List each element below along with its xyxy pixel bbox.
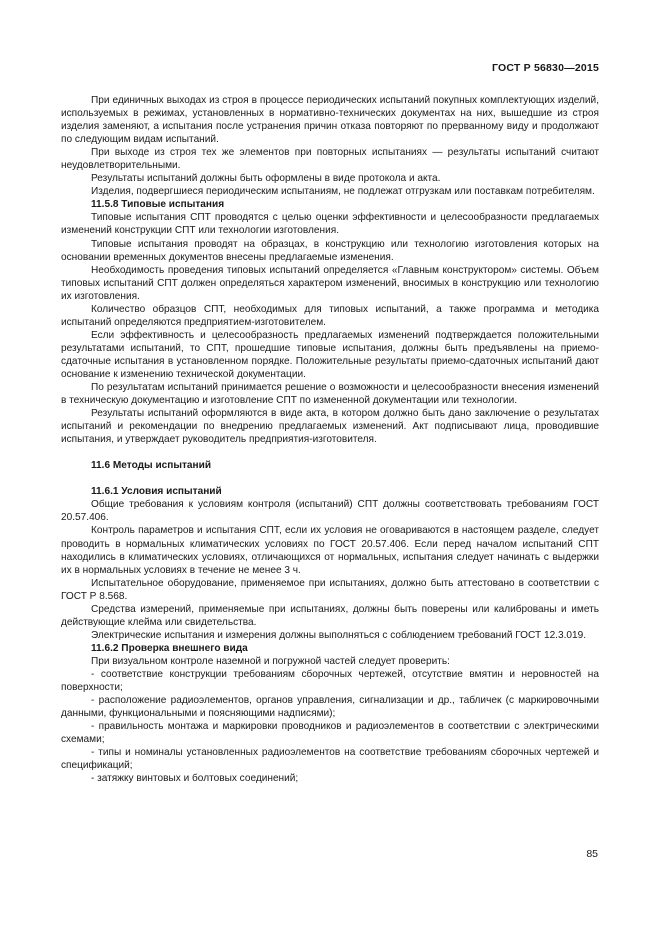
paragraph: Изделия, подвергшиеся периодическим испытаниям, не подлежат отгрузкам или поставкам потребителям.	[91, 186, 595, 198]
paragraph: При единичных выходах из строя в процессе периодических испытаний покупных комплектующих изделий, используемых в режимах, установленных в нормативно-технических документах на них, вышедшие из строя изделия заменяют, а испытания после устранения причин отказа повторяют по прерванному виду и продолжают по следующим видам испытаний.	[61, 95, 599, 146]
list-item: - типы и номиналы установленных радиоэлементов на соответствие требованиям сборочных чертежей и спецификаций;	[61, 747, 599, 772]
paragraph: Электрические испытания и измерения должны выполняться с соблюдением требований ГОСТ 12.3.019.	[91, 629, 587, 641]
list-item: - затяжку винтовых и болтовых соединений;	[91, 773, 299, 785]
paragraph: Типовые испытания СПТ проводятся с целью оценки эффективности и целесообразности предлагаемых изменений конструкции СПТ или технологии изготовления.	[61, 212, 599, 237]
paragraph: Типовые испытания проводят на образцах, в конструкцию или технологию изготовления которых на основании временных документов внесены предлагаемые изменения.	[61, 238, 599, 263]
paragraph: Если эффективность и целесообразность предлагаемых изменений подтверждается положительными результатами испытаний, то СПТ, прошедшие типовые испытания, должны быть предъявлены на приемо-сдаточные испытания в установленном порядке. Положительные результаты приемо-сдаточных испытаний дают основание к изменению технической документации.	[61, 329, 599, 380]
paragraph: Необходимость проведения типовых испытаний определяется «Главным конструктором» системы. Объем типовых испытаний СПТ должен определяться характером изменений, вносимых в конструкцию или технологию их изготовления.	[61, 264, 599, 302]
section-heading: 11.6 Методы испытаний	[91, 460, 212, 472]
paragraph: Средства измерений, применяемые при испытаниях, должны быть поверены или калиброваны и иметь действующие клейма или свидетельства.	[61, 603, 599, 628]
paragraph: По результатам испытаний принимается решение о возможности и целесообразности внесения изменений в техническую документацию и изготовление СПТ по измененной документации или технологии.	[61, 382, 599, 407]
section-heading: 11.5.8 Типовые испытания	[91, 199, 225, 211]
paragraph: При визуальном контроле наземной и погружной частей следует проверить:	[91, 655, 450, 667]
section-heading: 11.6.2 Проверка внешнего вида	[91, 642, 248, 654]
document-code-header: ГОСТ Р 56830—2015	[491, 62, 599, 74]
paragraph: Результаты испытаний оформляются в виде акта, в котором должно быть дано заключение о результатах испытаний и рекомендации по внедрению предлагаемых изменений. Акт подписывают лица, проводившие испытания, и утверждает руководитель предприятия-изготовителя.	[61, 408, 599, 446]
paragraph: Контроль параметров и испытания СПТ, если их условия не оговариваются в настоящем разделе, следует проводить в нормальных климатических условиях по ГОСТ 20.57.406. Если перед началом испытаний СПТ находились в климатических условиях, отличающихся от нормальных, испытания следует начинать с выдержки их в нормальных условиях в течение не менее 3 ч.	[61, 525, 599, 576]
paragraph: Общие требования к условиям контроля (испытаний) СПТ должны соответствовать требованиям ГОСТ 20.57.406.	[61, 499, 599, 524]
paragraph: Количество образцов СПТ, необходимых для типовых испытаний, а также программа и методика испытаний определяются предприятием-изготовителем.	[61, 303, 599, 328]
section-heading: 11.6.1 Условия испытаний	[91, 486, 222, 498]
list-item: - правильность монтажа и маркировки проводников и радиоэлементов в соответствии с электрическими схемами;	[61, 721, 599, 746]
document-body	[61, 94, 599, 785]
paragraph: Испытательное оборудование, применяемое при испытаниях, должно быть аттестовано в соответствии с ГОСТ Р 8.568.	[61, 577, 599, 602]
paragraph: При выходе из строя тех же элементов при повторных испытаниях — результаты испытаний считают неудовлетворительными.	[61, 147, 599, 172]
list-item: - расположение радиоэлементов, органов управления, сигнализации и др., табличек (с маркировочными данными, функциональными и поясняющими надписями);	[61, 695, 599, 720]
page-number: 85	[586, 848, 598, 860]
paragraph: Результаты испытаний должны быть оформлены в виде протокола и акта.	[91, 173, 441, 185]
list-item: - соответствие конструкции требованиям сборочных чертежей, отсутствие вмятин и неровностей на поверхности;	[61, 668, 599, 694]
